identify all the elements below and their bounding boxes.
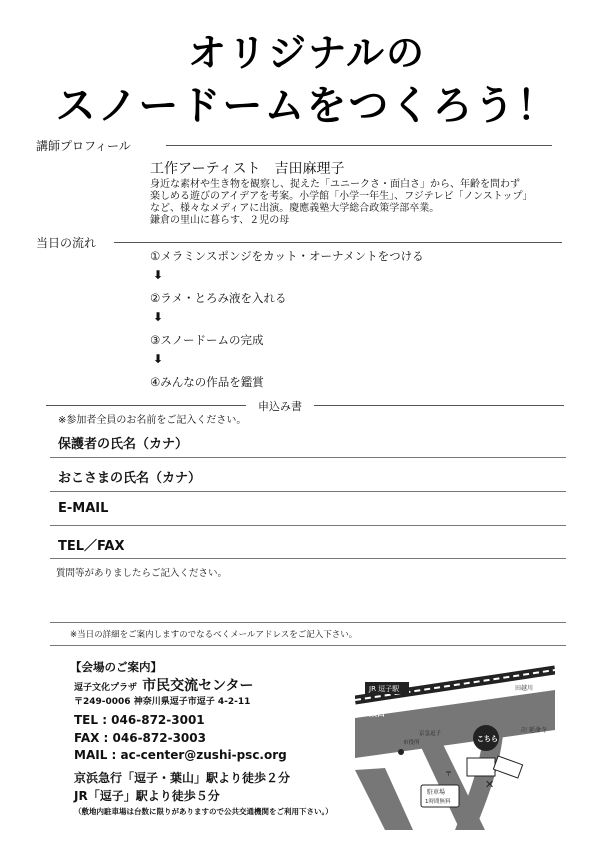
parking-label: 駐車場 xyxy=(427,789,446,796)
cross-mark-icon: ✕ xyxy=(485,778,495,791)
venue-annex-icon xyxy=(493,756,522,778)
form-divider-right xyxy=(314,405,564,406)
question-area[interactable] xyxy=(50,578,566,620)
access-keikyu: 京浜急行「逗子・葉山」駅より徒歩２分 xyxy=(74,771,291,785)
venue-name-row xyxy=(74,675,254,695)
tel-fax-field[interactable] xyxy=(50,558,566,559)
guardian-name-label: 保護者の氏名（カナ） xyxy=(58,437,189,452)
title-line-1: オリジナルの xyxy=(187,31,427,75)
form-divider-left xyxy=(46,405,246,406)
profile-line-4: 鎌倉の里山に暮らす、２児の母 xyxy=(150,215,290,226)
map-road-main xyxy=(355,690,555,758)
venue-fax: FAX : 046-872-3003 xyxy=(74,731,206,745)
instructor-name: 工作アーティスト 吉田麻理子 xyxy=(150,161,345,177)
city-hall-label: 市役所 xyxy=(403,740,420,746)
venue-prefix: 逗子文化プラザ xyxy=(74,683,138,693)
jr-label: JR 逗子駅 xyxy=(369,685,400,693)
parking-free-label: 1時間無料 xyxy=(425,799,451,805)
form-bottom-divider xyxy=(50,645,566,646)
profile-line-2: 楽しめる遊びのアイデアを考案。小学館「小学一年生」、フジテレビ「ノンストップ」 xyxy=(150,191,533,202)
flow-divider xyxy=(114,242,562,243)
parking-note: （敷地内駐車場は台数に限りがありますので公共交通機関をご利用下さい。） xyxy=(74,807,333,816)
east-exit-label: 東口 xyxy=(369,709,385,718)
venue-map xyxy=(355,660,555,830)
child-name-label: おこさまの氏名（カナ） xyxy=(58,471,202,486)
flow-step-2: ②ラメ・とろみ液を入れる xyxy=(150,291,287,305)
profile-label: 講師プロフィール xyxy=(36,139,131,153)
form-heading: 申込み書 xyxy=(258,400,302,413)
city-hall-icon xyxy=(398,749,404,755)
profile-line-1: 身近な素材や生き物を観察し、捉えた「ユニークさ・面白さ」から、年齢を問わず xyxy=(150,179,520,190)
title-line-2: スノードームをつくろう！ xyxy=(55,83,559,129)
flow-label: 当日の流れ xyxy=(36,236,97,250)
venue-name: 市民交流センター xyxy=(142,678,254,694)
email-label: E-MAIL xyxy=(58,501,109,516)
here-label: こちら xyxy=(477,735,498,743)
flow-step-3: ③スノードームの完成 xyxy=(150,333,264,347)
tel-fax-label: TEL／FAX xyxy=(58,539,125,554)
keikyu-label: 京急逗子 xyxy=(419,731,442,737)
profile-divider xyxy=(166,145,552,146)
question-label: 質問等がありましたらご記入ください。 xyxy=(56,568,228,579)
down-arrow-icon: ⬇ xyxy=(153,352,164,366)
venue-heading: 【会場のご案内】 xyxy=(70,660,162,674)
river-label: 田越川 xyxy=(515,685,534,692)
access-jr: JR「逗子」駅より徒歩５分 xyxy=(74,789,220,803)
child-name-field[interactable] xyxy=(50,491,566,492)
venue-tel: TEL : 046-872-3001 xyxy=(74,713,205,727)
email-field[interactable] xyxy=(50,525,566,526)
email-note: ※当日の詳細をご案内しますのでなるべくメールアドレスをご記入下さい。 xyxy=(70,630,358,640)
flow-step-1: ①メラミンスポンジをカット・オーナメントをつける xyxy=(150,249,424,263)
down-arrow-icon: ⬇ xyxy=(153,310,164,324)
venue-address: 〒249-0006 神奈川県逗子市逗子 4-2-11 xyxy=(74,697,251,707)
profile-line-3: など、様々なメディアに出演。慶應義塾大学総合政策学部卒業。 xyxy=(150,203,440,214)
venue-mail[interactable]: MAIL : ac-center@zushi-psc.org xyxy=(74,748,287,762)
down-arrow-icon: ⬇ xyxy=(153,268,164,282)
guardian-name-field[interactable] xyxy=(50,457,566,458)
form-note: ※参加者全員のお名前をご記入ください。 xyxy=(58,415,247,426)
map-road-left xyxy=(355,768,413,830)
temple-label: 卍 延命寺 xyxy=(521,727,547,734)
venue-building-icon xyxy=(467,758,495,776)
question-divider xyxy=(50,622,566,623)
post-office-icon: 〒 xyxy=(445,770,452,778)
flow-step-4: ④みんなの作品を鑑賞 xyxy=(150,375,264,389)
